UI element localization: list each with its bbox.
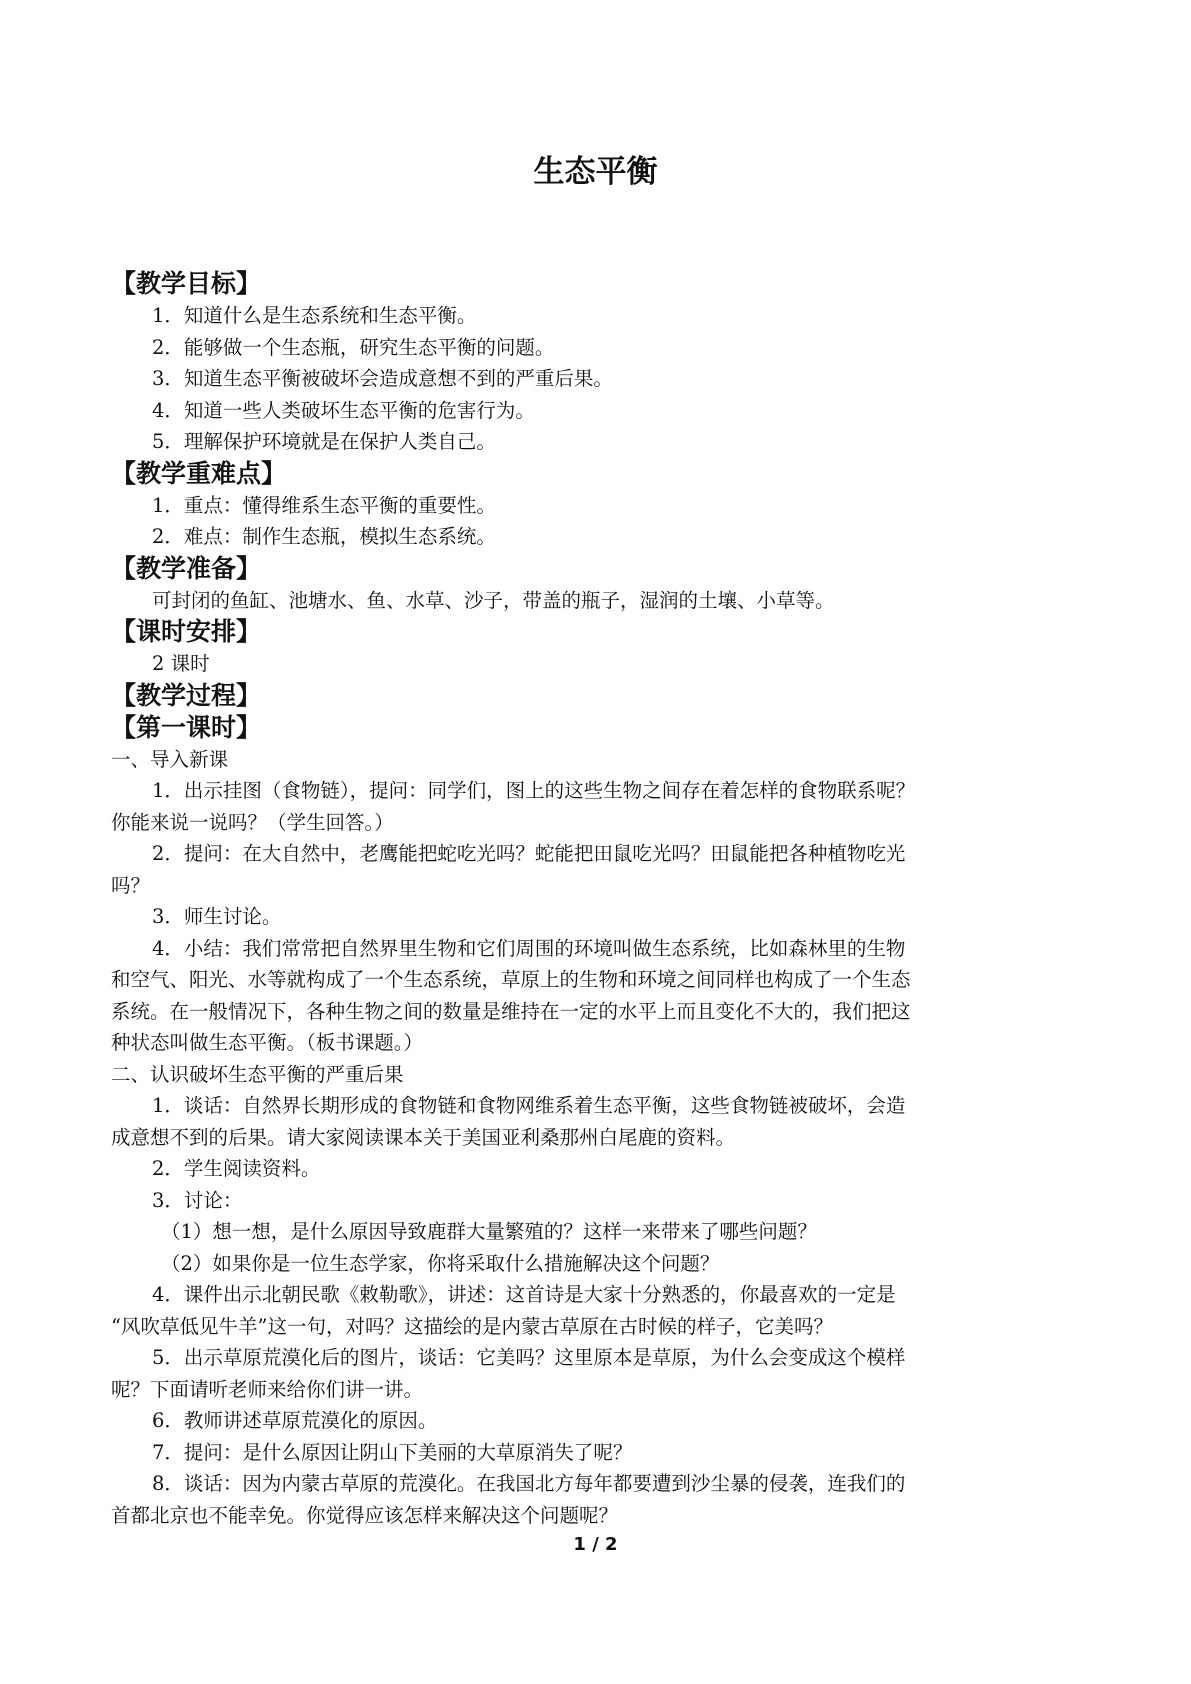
paragraph-line: 3．讨论：: [152, 1188, 243, 1212]
paragraph-line: 6．教师讲述草原荒漠化的原因。: [152, 1409, 438, 1432]
document-body: [111, 268, 1086, 1531]
paragraph-line: 吗？: [111, 873, 151, 897]
paragraph-line: 首都北京也不能幸免。你觉得应该怎样来解决这个问题呢？: [111, 1503, 619, 1527]
paragraph-line: （2）如果你是一位生态学家，你将采取什么措施解决这个问题？: [161, 1251, 720, 1275]
paragraph-line: 5．出示草原荒漠化后的图片，谈话：它美吗？这里原本是草原，为什么会变成这个模样: [152, 1346, 906, 1369]
paragraph-line: 和空气、阳光、水等就构成了一个生态系统，草原上的生物和环境之间同样也构成了一个生态: [111, 968, 911, 991]
objective-item: 4．知道一些人类破坏生态平衡的危害行为。: [152, 398, 535, 422]
paragraph-line: “风吹草低见牛羊”这一句，对吗？这描绘的是内蒙古草原在古时候的样子，它美吗？: [111, 1314, 833, 1338]
paragraph-line: 1．出示挂图（食物链），提问：同学们，图上的这些生物之间存在着怎样的食物联系呢？: [152, 779, 916, 802]
objectives-heading: 【教学目标】: [111, 269, 262, 298]
paragraph-line: 成意想不到的后果。请大家阅读课本关于美国亚利桑那州白尾鹿的资料。: [111, 1125, 736, 1149]
process-heading: 【教学过程】: [111, 680, 262, 710]
paragraph-line: 2．学生阅读资料。: [152, 1157, 321, 1180]
paragraph-line: 种状态叫做生态平衡。（板书课题。）: [111, 1031, 424, 1054]
page-number: 1 / 2: [573, 1534, 618, 1555]
paragraph-line: （1）想一想，是什么原因导致鹿群大量繁殖的？这样一来带来了哪些问题？: [161, 1220, 817, 1243]
paragraph-line: 2．提问：在大自然中，老鹰能把蛇吃光吗？蛇能把田鼠吃光吗？田鼠能把各种植物吃光: [152, 842, 906, 865]
page-title: 生态平衡: [533, 154, 658, 190]
objective-item: 1．知道什么是生态系统和生态平衡。: [152, 304, 477, 327]
paragraph-line: 4．小结：我们常常把自然界里生物和它们周围的环境叫做生态系统，比如森林里的生物: [152, 936, 906, 960]
key-point-item: 2．难点：制作生态瓶，模拟生态系统。: [152, 525, 496, 548]
preparation-heading: 【教学准备】: [111, 553, 262, 583]
preparation-text: 可封闭的鱼缸、池塘水、鱼、水草、沙子，带盖的瓶子，湿润的土壤、小草等。: [152, 588, 835, 612]
part2-title: 二、认识破坏生态平衡的严重后果: [111, 1062, 404, 1086]
paragraph-line: 1．谈话：自然界长期形成的食物链和食物网维系着生态平衡，这些食物链被破坏，会造: [152, 1094, 906, 1117]
paragraph-line: 3．师生讨论。: [152, 905, 282, 928]
paragraph-line: 7．提问：是什么原因让阴山下美丽的大草原消失了呢？: [152, 1440, 633, 1464]
schedule-heading: 【课时安排】: [111, 617, 262, 646]
paragraph-line: 呢？下面请听老师来给你们讲一讲。: [111, 1377, 424, 1401]
paragraph-line: 8．谈话：因为内蒙古草原的荒漠化。在我国北方每年都要遭到沙尘暴的侵袭，连我们的: [152, 1472, 906, 1495]
paragraph-line: 你能来说一说吗？（学生回答。）: [111, 810, 394, 834]
key-points-heading: 【教学重难点】: [111, 458, 287, 488]
objective-item: 3．知道生态平衡被破坏会造成意想不到的严重后果。: [152, 367, 613, 390]
paragraph-line: 系统。在一般情况下，各种生物之间的数量是维持在一定的水平上而且变化不大的，我们把这: [111, 999, 911, 1023]
schedule-text: 2 课时: [152, 652, 210, 675]
key-point-item: 1．重点：懂得维系生态平衡的重要性。: [152, 493, 496, 517]
objective-item: 5．理解保护环境就是在保护人类自己。: [152, 430, 496, 453]
objective-item: 2．能够做一个生态瓶，研究生态平衡的问题。: [152, 335, 555, 359]
lesson1-heading: 【第一课时】: [111, 712, 262, 742]
part1-title: 一、导入新课: [111, 747, 229, 771]
paragraph-line: 4．课件出示北朝民歌《敕勒歌》，讲述：这首诗是大家十分熟悉的，你最喜欢的一定是: [152, 1283, 896, 1306]
